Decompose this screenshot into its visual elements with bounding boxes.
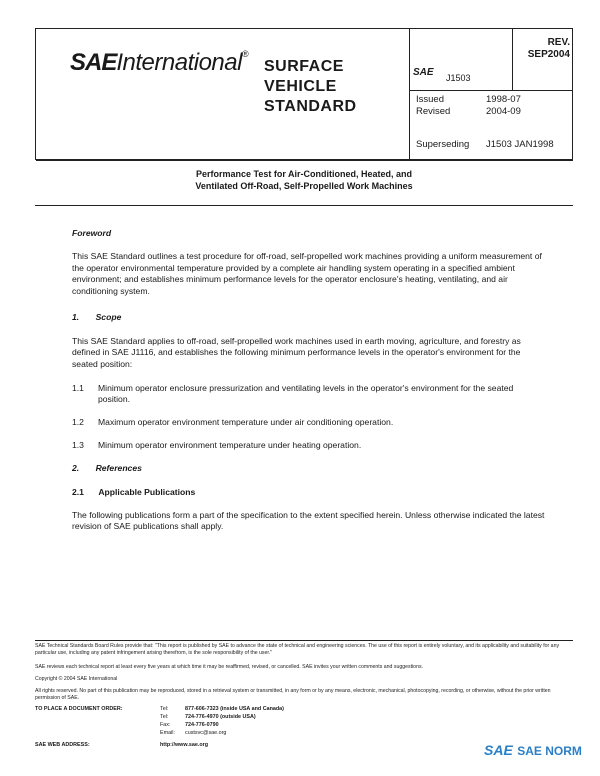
doc-number: J1503 [446, 73, 471, 83]
title-line-2: Ventilated Off-Road, Self-Propelled Work Machines [195, 181, 413, 191]
tel-label: Tel: [160, 706, 169, 712]
superseding-value: J1503 JAN1998 [486, 139, 554, 150]
footer-review: SAE reviews each technical report at least every five years at which time it may be reaffirmed, revised, or cancelled. SAE invites your written comments and suggestions. [35, 664, 423, 670]
section-1-3-text: Minimum operator environment temperature under heating operation. [98, 440, 362, 450]
tel2-label: Tel: [160, 714, 169, 720]
web-label: SAE WEB ADDRESS: [35, 742, 90, 748]
order-label: TO PLACE A DOCUMENT ORDER: [35, 706, 123, 712]
logo-sae: SAE [70, 49, 117, 76]
footer-copyright: Copyright © 2004 SAE International [35, 676, 118, 682]
section-2-title: References [95, 463, 142, 473]
section-2-1-title: Applicable Publications [98, 487, 196, 497]
fax-label: Fax: [160, 722, 171, 728]
rev-label: REV. [547, 37, 570, 48]
sae-norm-logo [484, 742, 582, 760]
revised-label: Revised [416, 106, 451, 117]
section-1-text: This SAE Standard applies to off-road, self-propelled work machines used in earth moving, agriculture, and forestry as defined in SAE J1116, and establishes the following minimum performance levels in the operator's environment for the seated position: [72, 336, 521, 369]
title-divider [35, 205, 573, 206]
sae-international-logo: SAEInternational® [70, 49, 249, 76]
section-1-heading [72, 312, 121, 322]
doc-type-line-1: SURFACE [264, 58, 344, 75]
title-line-1: Performance Test for Air-Conditioned, Heated, and [195, 169, 413, 179]
revision-block [514, 37, 570, 61]
section-2-1-text: The following publications form a part of the specification to the extent specified herein. Unless otherwise indicated the latest revision of SAE publications shall apply. [72, 510, 545, 532]
section-1-2-text: Maximum operator environment temperature under air conditioning operation. [98, 417, 394, 427]
divider [409, 90, 573, 91]
issued-label: Issued [416, 94, 444, 105]
header-box [35, 28, 573, 160]
divider [36, 160, 573, 161]
rev-value: SEP2004 [527, 49, 570, 60]
revised-value: 2004-09 [486, 106, 521, 117]
section-1-1-number: 1.1 [72, 383, 84, 393]
fax-value: 724-776-0790 [185, 722, 219, 728]
tel2-value: 724-776-4970 (outside USA) [185, 714, 256, 720]
section-2-1-heading [72, 487, 195, 497]
email-value[interactable]: custsvc@sae.org [185, 730, 227, 736]
section-2-number: 2. [72, 463, 80, 473]
brand-sae: SAE [484, 742, 513, 758]
doc-type-line-3: STANDARD [264, 98, 357, 115]
doc-type-line-2: VEHICLE [264, 78, 337, 95]
section-1-3-number: 1.3 [72, 440, 84, 450]
section-2-1-number: 2.1 [72, 487, 84, 497]
footer-rights: All rights reserved. No part of this publication may be reproduced, stored in a retrieval system or transmitted, in any form or by any means, electronic, mechanical, photocopying, recording, or otherwise, without the prior written permission of SAE. [35, 688, 551, 701]
section-1-number: 1. [72, 312, 80, 322]
section-1-2-number: 1.2 [72, 417, 84, 427]
issued-value: 1998-07 [486, 94, 521, 105]
foreword-text: This SAE Standard outlines a test procedure for off-road, self-propelled work machines providing a uniform measurement of the operator environmental temperature provided by a complete air handling system operating in a specified ambient environment; and establishes minimum performance levels for the operator enclosure's heating, ventilating, and air conditioning system. [72, 251, 542, 296]
divider [512, 29, 513, 90]
foreword-heading: Foreword [72, 228, 112, 238]
brand-norm: SAE NORM [517, 744, 582, 758]
logo-international: International [116, 49, 242, 76]
section-1-1-text: Minimum operator enclosure pressurization and ventilating levels in the operator's environment for the seated position. [98, 383, 514, 405]
document-title [35, 168, 573, 192]
section-2-heading [72, 463, 142, 473]
small-sae-logo: SAE [413, 67, 434, 78]
email-label: Email: [160, 730, 175, 736]
superseding-label: Superseding [416, 139, 470, 150]
footer-rules: SAE Technical Standards Board Rules provide that: "This report is published by SAE to advance the state of technical and engineering sciences. The use of this report is entirely voluntary, and its applicability and suitability for any particular use, including any patent infringement arising therefrom, is the sole responsibility of the user." [35, 643, 560, 656]
tel-value: 877-606-7323 (inside USA and Canada) [185, 706, 284, 712]
footer-divider [35, 640, 573, 641]
section-1-title: Scope [95, 312, 122, 322]
web-link[interactable]: http://www.sae.org [160, 742, 209, 748]
body-content [72, 228, 545, 297]
divider [409, 29, 410, 160]
doc-type [264, 57, 357, 117]
